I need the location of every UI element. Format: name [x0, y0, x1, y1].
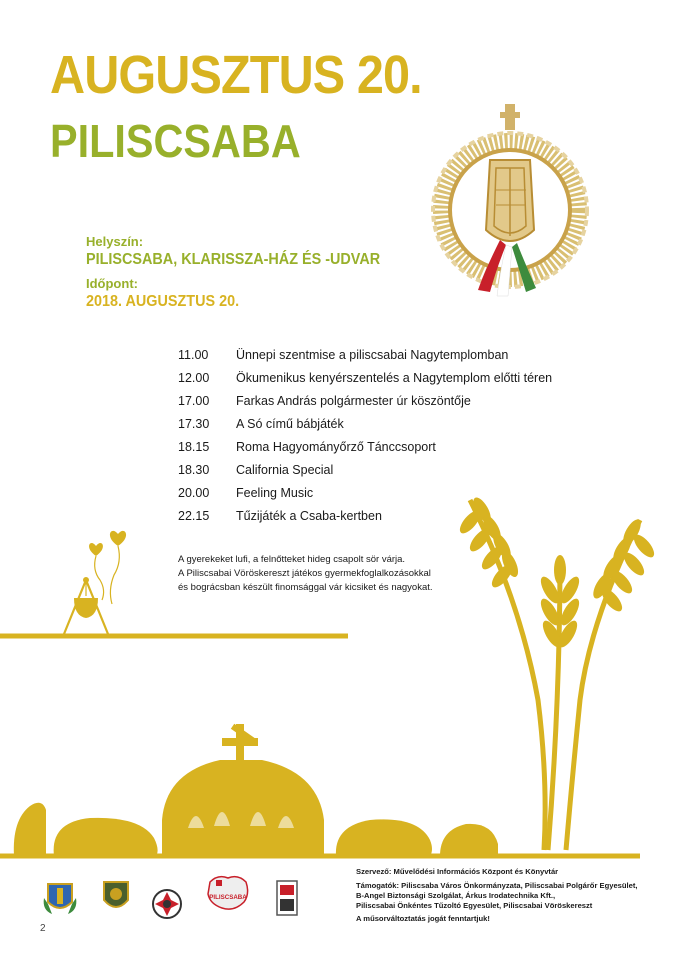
schedule-event: Feeling Music	[236, 485, 314, 500]
footer-disclaimer: A műsorváltoztatás jogát fenntartjuk!	[356, 914, 490, 923]
footer-supporters-line: Támogatók: Piliscsaba Város Önkormányzata, Piliscsabai Polgárőr Egyesület,	[356, 881, 638, 890]
footer-supporters-line: B-Angel Biztonsági Szolgálat, Árkus Irodatechnika Kft.,	[356, 891, 556, 900]
page-subtitle: PILISCSABA	[50, 115, 301, 167]
schedule-event: Roma Hagyományőrző Tánccsoport	[236, 440, 436, 454]
wheat-stalks-icon	[456, 495, 657, 850]
schedule-row	[178, 458, 618, 481]
schedule-row	[178, 436, 618, 459]
time-value: 2018. AUGUSZTUS 20.	[86, 293, 240, 310]
schedule-row	[178, 367, 618, 390]
schedule-event: Ünnepi szentmise a piliscsabai Nagytemplomban	[236, 348, 509, 363]
schedule-time: 17.30	[178, 417, 210, 432]
footer-supporters-line: Piliscsabai Önkéntes Tűzoltó Egyesület, Piliscsabai Vöröskereszt	[356, 901, 593, 910]
firefighters-logo-icon	[151, 888, 183, 920]
schedule-time: 18.15	[178, 440, 210, 454]
schedule-event: Farkas András polgármester úr köszöntője	[236, 394, 471, 409]
piliscsaba-coat-of-arms-icon	[40, 878, 80, 918]
schedule-event: A Só című bábjáték	[236, 417, 344, 432]
schedule-row	[178, 504, 618, 527]
schedule-time: 22.15	[178, 508, 210, 523]
note-line: A gyerekeket lufi, a felnőtteket hideg csapolt sör várja.	[178, 554, 406, 565]
schedule-row	[178, 481, 618, 504]
event-note	[178, 553, 433, 595]
schedule-time: 17.00	[178, 394, 210, 409]
schedule-event: California Special	[236, 462, 334, 477]
schedule-time: 12.00	[178, 371, 210, 386]
wheat-wreath-icon	[433, 104, 587, 296]
location-value: PILISCSABA, KLARISSZA-HÁZ ÉS -UDVAR	[86, 251, 381, 268]
schedule-event: Ökumenikus kenyérszentelés a Nagytemplom előtti téren	[236, 371, 553, 386]
schedule-list	[178, 344, 618, 527]
heart-balloons-icon	[89, 531, 126, 604]
note-line: A Piliscsabai Vöröskereszt játékos gyermekfoglalkozásokkal	[178, 568, 431, 579]
piliscsaba-map-logo-icon	[204, 872, 252, 914]
schedule-time: 20.00	[178, 485, 210, 500]
schedule-event: Tűzijáték a Csaba-kertben	[236, 508, 382, 523]
polgarorseg-badge-icon	[102, 878, 130, 916]
holy-crown-icon	[162, 724, 324, 856]
cauldron-tripod-icon	[64, 577, 108, 634]
schedule-time: 18.30	[178, 462, 210, 477]
page-number: 2	[40, 923, 46, 934]
schedule-row	[178, 390, 618, 413]
piliscsaba-logo-text: PILISCSABA	[209, 894, 247, 901]
schedule-row	[178, 413, 618, 436]
b-angel-logo-icon	[276, 880, 298, 916]
time-label: Időpont:	[86, 276, 138, 291]
page-title: AUGUSZTUS 20.	[50, 45, 422, 105]
schedule-row	[178, 344, 618, 367]
note-line: és bográcsban készült finomsággal vár kicsiket és nagyokat.	[178, 582, 433, 593]
location-label: Helyszín:	[86, 234, 144, 249]
schedule-time: 11.00	[178, 348, 209, 363]
footer-organizer: Szervező: Művelődési Információs Központ és Könyvtár	[356, 867, 559, 876]
